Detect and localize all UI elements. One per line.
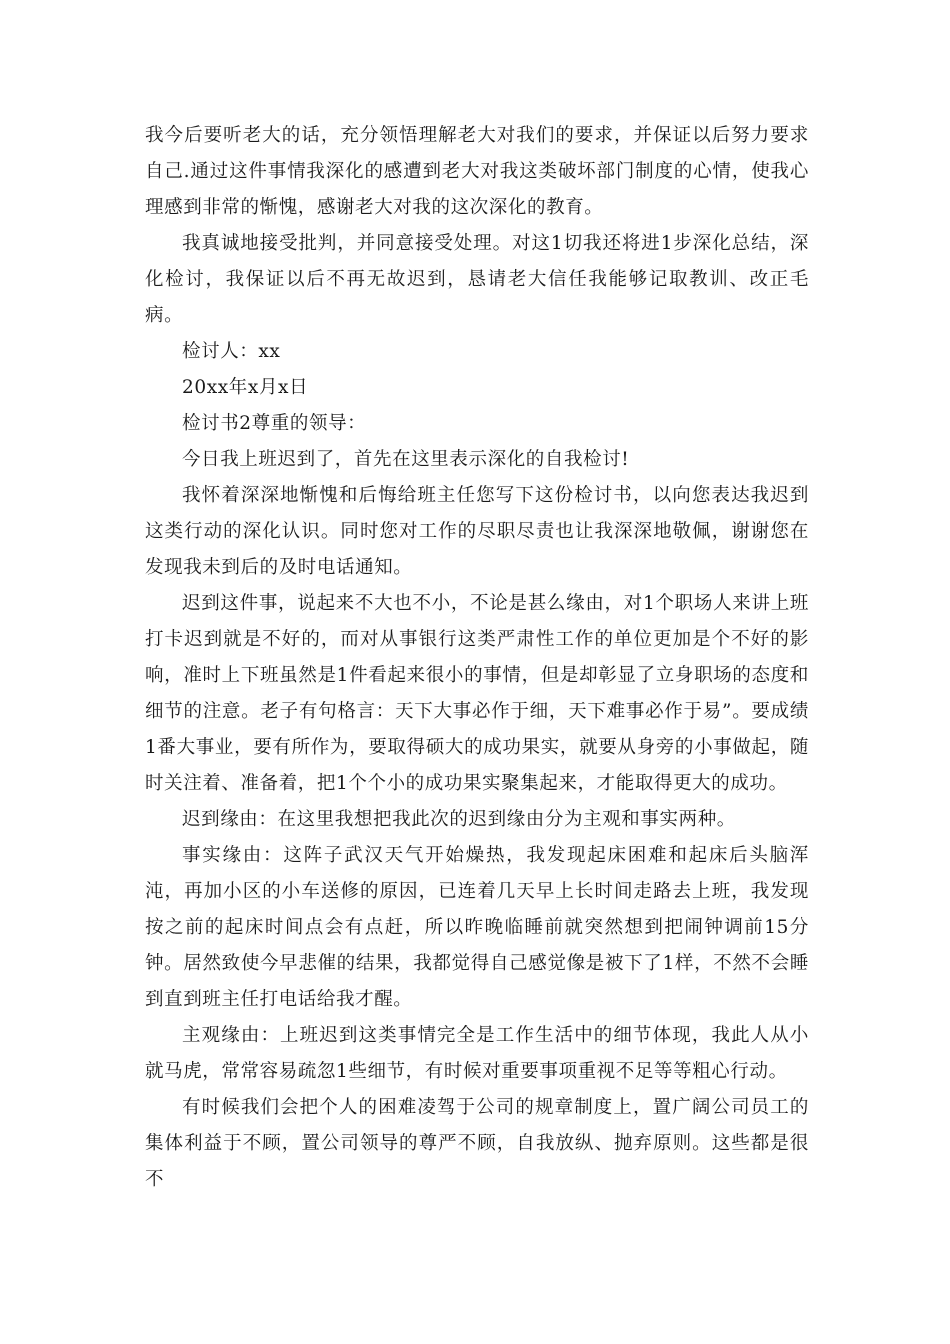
paragraph-remorse: 我怀着深深地惭愧和后悔给班主任您写下这份检讨书，以向您表达我迟到这类行动的深化认识。同时您对工作的尽职尽责也让我深深地敬佩，谢谢您在发现我未到后的及时电话通知。	[145, 485, 809, 578]
paragraph-opening: 今日我上班迟到了，首先在这里表示深化的自我检讨!	[182, 449, 630, 470]
letter-2-salutation: 检讨书2尊重的领导：	[182, 413, 367, 434]
paragraph-closing-fragment: 有时候我们会把个人的困难凌驾于公司的规章制度上，置广阔公司员工的集体利益于不顾，置公司领导的尊严不顾，自我放纵、抛弃原则。这些都是很不	[145, 1097, 809, 1190]
paragraph-continuation: 我今后要听老大的话，充分领悟理解老大对我们的要求，并保证以后努力要求自己.通过这件事情我深化的感遭到老大对我这类破坏部门制度的心情，使我心理感到非常的惭愧，感谢老大对我的这次深化的教育。	[145, 125, 809, 218]
paragraph-reasons-intro: 迟到缘由：在这里我想把我此次的迟到缘由分为主观和事实两种。	[182, 809, 736, 830]
paragraph-acceptance: 我真诚地接受批判，并同意接受处理。对这1切我还将进1步深化总结，深化检讨，我保证以后不再无故迟到，恳请老大信任我能够记取教训、改正毛病。	[145, 233, 809, 326]
signature-author: 检讨人：xx	[182, 341, 281, 362]
paragraph-objective-reason: 事实缘由：这阵子武汉天气开始燥热，我发现起床困难和起床后头脑浑沌，再加小区的小车送修的原因，已连着几天早上长时间走路去上班，我发现按之前的起床时间点会有点赶，所以昨晚临睡前就突然想到把闹钟调前15分钟。居然致使今早悲催的结果，我都觉得自己感觉像是被下了1样，不然不会睡到直到班主任打电话给我才醒。	[145, 845, 809, 1010]
document-body	[145, 118, 809, 1198]
paragraph-subjective-reason: 主观缘由：上班迟到这类事情完全是工作生活中的细节体现，我此人从小就马虎，常常容易疏忽1些细节，有时候对重要事项重视不足等等粗心行动。	[145, 1025, 809, 1082]
signature-date: 20xx年x月x日	[182, 377, 309, 398]
paragraph-lateness-reflection: 迟到这件事，说起来不大也不小，不论是甚么缘由，对1个职场人来讲上班打卡迟到就是不好的，而对从事银行这类严肃性工作的单位更加是个不好的影响，准时上下班虽然是1件看起来很小的事情，但是却彰显了立身职场的态度和细节的注意。老子有句格言：天下大事必作于细，天下难事必作于易”。要成绩1番大事业，要有所作为，要取得硕大的成功果实，就要从身旁的小事做起，随时关注着、准备着，把1个个小的成功果实聚集起来，才能取得更大的成功。	[145, 593, 809, 794]
